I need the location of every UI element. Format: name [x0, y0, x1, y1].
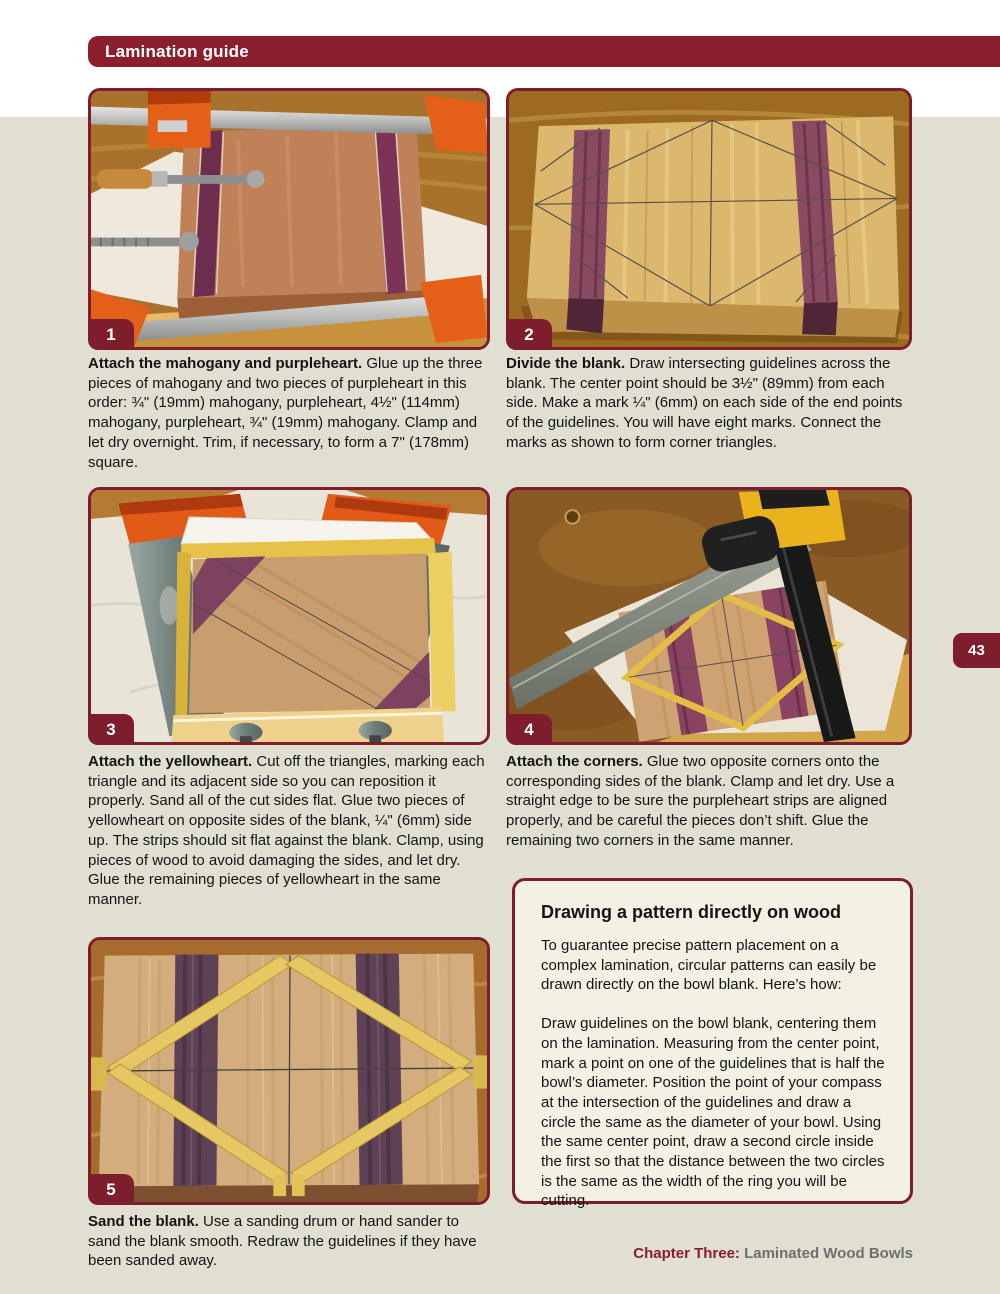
step-1-body: Glue up the three pieces of mahogany and two pieces of purpleheart in this order: ¾" (19mm) mahogany, purpleheart, 4½" (114mm) mahogany, purpleheart, ¾" (19mm) mahogany. Clamp and let dry overnight. Trim, if necessary, to form a 7" (178mm) square. — [88, 355, 483, 471]
step-4-photo — [506, 487, 912, 745]
step-1-title: Attach the mahogany and purpleheart. — [88, 355, 363, 372]
tip-box — [512, 878, 913, 1210]
step-number-badge: 3 — [88, 714, 134, 745]
photo-illustration-corner-clamp — [509, 490, 909, 742]
step-5-title: Sand the blank. — [88, 1213, 199, 1230]
step-2-caption — [506, 354, 918, 453]
step-3-photo — [88, 487, 490, 745]
step-4-body: Glue two opposite corners onto the corresponding sides of the blank. Clamp and let dry. Use a straight edge to be sure the purpleheart strips are aligned properly, and be careful the pieces don’t shift. Glue the remaining two corners in the same manner. — [506, 753, 895, 849]
step-number-badge: 1 — [88, 319, 134, 350]
step-1-caption — [88, 354, 492, 472]
step-number-badge: 2 — [506, 319, 552, 350]
step-5-caption — [88, 1212, 492, 1271]
step-2-photo — [506, 88, 912, 350]
chapter-title: Laminated Wood Bowls — [744, 1245, 913, 1262]
step-number-badge: 5 — [88, 1174, 134, 1205]
step-4-caption — [506, 752, 918, 851]
section-header-banner — [88, 36, 1000, 67]
photo-illustration-clamped-blank — [91, 91, 487, 347]
tip-box-paragraph-1: To guarantee precise pattern placement on a complex lamination, circular patterns can easily be drawn directly on the bowl blank. Here’s how: — [541, 937, 877, 994]
step-2-body: Draw intersecting guidelines across the blank. The center point should be 3½" (89mm) from each side. Make a mark ¼" (6mm) on each side of the end points of the guidelines. You will have eight marks. Connect the marks as shown to form corner triangles. — [506, 355, 903, 451]
step-3-title: Attach the yellowheart. — [88, 753, 253, 770]
section-title: Lamination guide — [105, 42, 249, 61]
step-1-photo — [88, 88, 490, 350]
step-3-body: Cut off the triangles, marking each triangle and its adjacent side so you can reposition it properly. Sand all of the cut sides flat. Glue two pieces of yellowheart on opposite sides of the blank, ¼" (6mm) side up. The strips should sit flat against the blank. Clamp, using pieces of wood to avoid damaging the sides, and let dry. Glue the remaining pieces of yellowheart in the same manner. — [88, 753, 485, 908]
step-3-caption — [88, 752, 492, 910]
step-5-body: Use a sanding drum or hand sander to sand the blank smooth. Redraw the guidelines if they have been sanded away. — [88, 1213, 477, 1270]
step-2-title: Divide the blank. — [506, 355, 626, 372]
page-footer — [633, 1245, 913, 1262]
photo-illustration-yellowheart-clamps — [91, 490, 487, 742]
tip-box-paragraph-2: Draw guidelines on the bowl blank, centering them on the lamination. Measuring from the center point, mark a point on one of the guidelines that is half the bowl’s diameter. Position the point of your compass at the intersection of the guidelines and draw a circle the same as the diameter of your bowl. Using the same center point, draw a second circle inside the first so that the distance between the two circles is the same as the width of the ring you will be cutting. — [541, 1015, 885, 1210]
step-5-photo — [88, 937, 490, 1205]
page-number-tab: 43 — [953, 633, 1000, 668]
chapter-label: Chapter Three: — [633, 1245, 740, 1262]
tip-box-title: Drawing a pattern directly on wood — [541, 902, 842, 922]
step-4-title: Attach the corners. — [506, 753, 643, 770]
photo-illustration-guidelines — [509, 91, 909, 347]
step-number-badge: 4 — [506, 714, 552, 745]
photo-illustration-sanded-blank — [91, 940, 487, 1202]
